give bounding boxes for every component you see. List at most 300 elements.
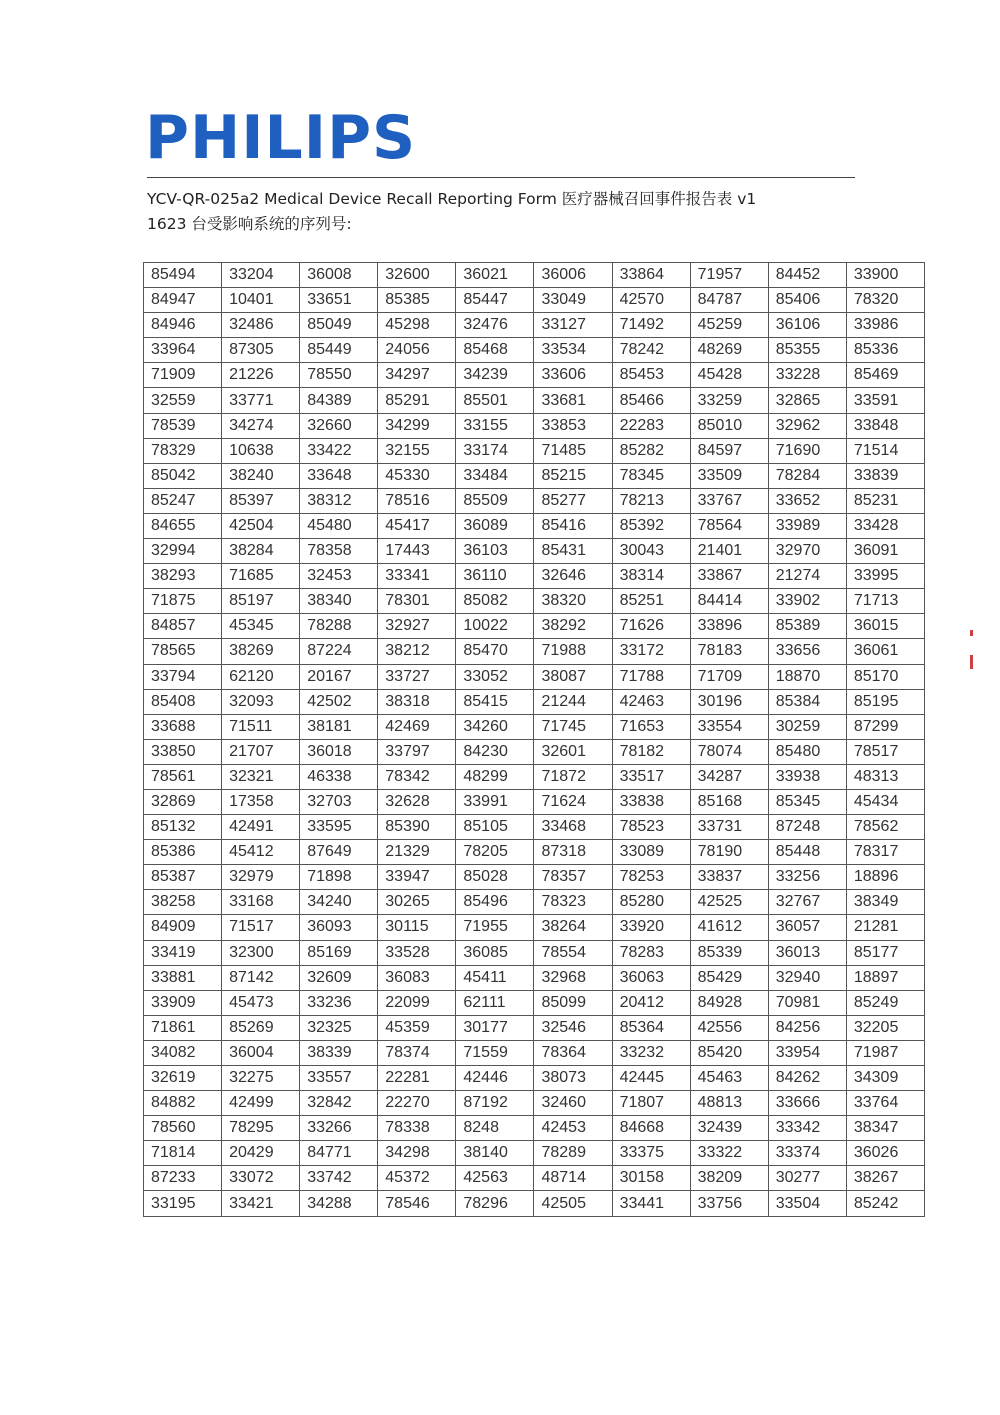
serial-number-cell: 33681 (534, 388, 612, 413)
serial-number-cell: 71511 (222, 714, 300, 739)
serial-number-cell: 78182 (612, 739, 690, 764)
serial-number-cell: 36008 (300, 263, 378, 288)
table-row (144, 564, 925, 589)
serial-number-cell: 38240 (222, 463, 300, 488)
serial-number-cell: 33504 (768, 1191, 846, 1216)
serial-number-cell: 78562 (846, 815, 924, 840)
serial-number-cell: 38312 (300, 488, 378, 513)
serial-number-cell: 85449 (300, 338, 378, 363)
serial-number-cell: 33864 (612, 263, 690, 288)
serial-number-cell: 41612 (690, 915, 768, 940)
serial-number-cell: 33232 (612, 1040, 690, 1065)
serial-number-cell: 85384 (768, 689, 846, 714)
serial-number-cell: 32600 (378, 263, 456, 288)
serial-number-cell: 38073 (534, 1066, 612, 1091)
serial-number-cell: 33848 (846, 413, 924, 438)
serial-number-cell: 36006 (534, 263, 612, 288)
serial-number-cell: 32646 (534, 564, 612, 589)
serial-number-cell: 71872 (534, 764, 612, 789)
serial-number-cell: 42504 (222, 513, 300, 538)
serial-number-cell: 85408 (144, 689, 222, 714)
serial-number-cell: 21274 (768, 564, 846, 589)
serial-number-cell: 33204 (222, 263, 300, 288)
serial-number-cell: 33727 (378, 664, 456, 689)
table-row (144, 513, 925, 538)
serial-number-cell: 85049 (300, 313, 378, 338)
table-row (144, 764, 925, 789)
serial-number-cell: 36083 (378, 965, 456, 990)
serial-number-cell: 71745 (534, 714, 612, 739)
serial-number-cell: 84787 (690, 288, 768, 313)
serial-number-cell: 48299 (456, 764, 534, 789)
serial-number-cell: 33509 (690, 463, 768, 488)
serial-number-cell: 38292 (534, 614, 612, 639)
serial-number-cell: 42502 (300, 689, 378, 714)
serial-number-cell: 33256 (768, 865, 846, 890)
serial-number-cell: 22283 (612, 413, 690, 438)
serial-number-cell: 85385 (378, 288, 456, 313)
serial-number-cell: 78345 (612, 463, 690, 488)
serial-number-cell: 85364 (612, 1015, 690, 1040)
serial-number-cell: 84655 (144, 513, 222, 538)
serial-number-cell: 87142 (222, 965, 300, 990)
serial-number-cell: 71517 (222, 915, 300, 940)
serial-number-cell: 85132 (144, 815, 222, 840)
serial-number-cell: 85397 (222, 488, 300, 513)
serial-number-cell: 85336 (846, 338, 924, 363)
serial-number-cell: 71987 (846, 1040, 924, 1065)
serial-number-cell: 78323 (534, 890, 612, 915)
serial-number-cell: 42463 (612, 689, 690, 714)
serial-number-cell: 78289 (534, 1141, 612, 1166)
serial-number-cell: 33259 (690, 388, 768, 413)
serial-number-cell: 48813 (690, 1091, 768, 1116)
serial-number-cell: 85195 (846, 689, 924, 714)
serial-number-cell: 84256 (768, 1015, 846, 1040)
serial-number-cell: 78364 (534, 1040, 612, 1065)
serial-number-cell: 85251 (612, 589, 690, 614)
serial-number-cell: 32093 (222, 689, 300, 714)
serial-number-cell: 33900 (846, 263, 924, 288)
serial-number-cell: 32453 (300, 564, 378, 589)
serial-number-cell: 34297 (378, 363, 456, 388)
serial-number-cell: 42453 (534, 1116, 612, 1141)
serial-number-cell: 45412 (222, 840, 300, 865)
table-row (144, 539, 925, 564)
serial-number-cell: 46338 (300, 764, 378, 789)
serial-number-cell: 85028 (456, 865, 534, 890)
serial-number-cell: 85215 (534, 463, 612, 488)
serial-number-cell: 32619 (144, 1066, 222, 1091)
serial-number-cell: 10638 (222, 438, 300, 463)
table-row (144, 1116, 925, 1141)
serial-number-cell: 38284 (222, 539, 300, 564)
serial-number-cell: 33554 (690, 714, 768, 739)
serial-number-cell: 30115 (378, 915, 456, 940)
serial-number-cell: 38264 (534, 915, 612, 940)
serial-number-cell: 38269 (222, 639, 300, 664)
serial-number-cell: 32155 (378, 438, 456, 463)
serial-number-cell: 32601 (534, 739, 612, 764)
serial-number-cell: 33049 (534, 288, 612, 313)
serial-number-cell: 45463 (690, 1066, 768, 1091)
serial-number-cell: 33155 (456, 413, 534, 438)
serial-number-cell: 45417 (378, 513, 456, 538)
serial-number-cell: 34239 (456, 363, 534, 388)
serial-number-cell: 85480 (768, 739, 846, 764)
serial-number-cell: 85197 (222, 589, 300, 614)
serial-number-cell: 78357 (534, 865, 612, 890)
serial-number-cell: 78516 (378, 488, 456, 513)
serial-number-cell: 33853 (534, 413, 612, 438)
serial-number-cell: 78074 (690, 739, 768, 764)
serial-number-cell: 33896 (690, 614, 768, 639)
table-row (144, 1091, 925, 1116)
serial-number-cell: 71955 (456, 915, 534, 940)
philips-logo: PHILIPS (145, 103, 417, 173)
serial-number-cell: 34298 (378, 1141, 456, 1166)
serial-number-cell: 78358 (300, 539, 378, 564)
table-row (144, 263, 925, 288)
serial-number-cell: 33902 (768, 589, 846, 614)
serial-number-cell: 85420 (690, 1040, 768, 1065)
table-row (144, 739, 925, 764)
table-row (144, 1141, 925, 1166)
serial-number-cell: 71690 (768, 438, 846, 463)
serial-number-cell: 33651 (300, 288, 378, 313)
serial-number-cell: 34288 (300, 1191, 378, 1216)
serial-number-cell: 62111 (456, 990, 534, 1015)
serial-number-cell: 21226 (222, 363, 300, 388)
serial-number-cell: 32325 (300, 1015, 378, 1040)
serial-number-cell: 17443 (378, 539, 456, 564)
serial-number-cell: 42525 (690, 890, 768, 915)
serial-number-cell: 85468 (456, 338, 534, 363)
serial-number-cell: 38209 (690, 1166, 768, 1191)
serial-number-cell: 38267 (846, 1166, 924, 1191)
table-row (144, 388, 925, 413)
serial-number-cell: 85010 (690, 413, 768, 438)
serial-number-cell: 71807 (612, 1091, 690, 1116)
serial-number-cell: 85415 (456, 689, 534, 714)
serial-number-cell: 33468 (534, 815, 612, 840)
serial-number-cell: 71685 (222, 564, 300, 589)
serial-number-cell: 33595 (300, 815, 378, 840)
serial-number-cell: 85501 (456, 388, 534, 413)
serial-number-cell: 33441 (612, 1191, 690, 1216)
serial-number-cell: 36015 (846, 614, 924, 639)
serial-number-cell: 33322 (690, 1141, 768, 1166)
serial-number-cell: 85509 (456, 488, 534, 513)
table-row (144, 463, 925, 488)
serial-number-cell: 33756 (690, 1191, 768, 1216)
serial-number-cell: 36063 (612, 965, 690, 990)
serial-number-cell: 36106 (768, 313, 846, 338)
table-row (144, 815, 925, 840)
serial-number-cell: 33995 (846, 564, 924, 589)
serial-number-cell: 78338 (378, 1116, 456, 1141)
serial-number-cell: 85169 (300, 940, 378, 965)
table-row (144, 313, 925, 338)
serial-number-cell: 85496 (456, 890, 534, 915)
serial-number-cell: 71875 (144, 589, 222, 614)
serial-number-cell: 85416 (534, 513, 612, 538)
serial-number-cell: 33837 (690, 865, 768, 890)
serial-number-cell: 42556 (690, 1015, 768, 1040)
serial-number-cell: 30259 (768, 714, 846, 739)
serial-number-cell: 32205 (846, 1015, 924, 1040)
serial-number-cell: 85269 (222, 1015, 300, 1040)
serial-number-cell: 30265 (378, 890, 456, 915)
serial-number-cell: 33986 (846, 313, 924, 338)
serial-number-cell: 33606 (534, 363, 612, 388)
serial-number-cell: 22099 (378, 990, 456, 1015)
serial-number-cell: 71957 (690, 263, 768, 288)
serial-number-cell: 33666 (768, 1091, 846, 1116)
serial-number-cell: 84452 (768, 263, 846, 288)
serial-number-cell: 45298 (378, 313, 456, 338)
serial-number-cell: 78546 (378, 1191, 456, 1216)
serial-number-cell: 32703 (300, 789, 378, 814)
serial-number-cell: 33168 (222, 890, 300, 915)
serial-number-cell: 33767 (690, 488, 768, 513)
serial-number-cell: 18896 (846, 865, 924, 890)
table-row (144, 1191, 925, 1216)
serial-number-cell: 48714 (534, 1166, 612, 1191)
table-row (144, 639, 925, 664)
serial-number-cell: 33920 (612, 915, 690, 940)
serial-number-cell: 30043 (612, 539, 690, 564)
serial-number-cell: 87299 (846, 714, 924, 739)
serial-number-cell: 42563 (456, 1166, 534, 1191)
serial-number-cell: 33428 (846, 513, 924, 538)
serial-number-cell: 33528 (378, 940, 456, 965)
serial-number-cell: 71514 (846, 438, 924, 463)
serial-number-cell: 87248 (768, 815, 846, 840)
serial-number-cell: 21329 (378, 840, 456, 865)
serial-number-cell: 87224 (300, 639, 378, 664)
serial-number-cell: 24056 (378, 338, 456, 363)
serial-number-table (143, 262, 925, 1217)
serial-number-cell: 33731 (690, 815, 768, 840)
serial-number-cell: 33881 (144, 965, 222, 990)
serial-number-cell: 85469 (846, 363, 924, 388)
serial-number-cell: 33195 (144, 1191, 222, 1216)
serial-number-cell: 36085 (456, 940, 534, 965)
table-row (144, 990, 925, 1015)
serial-number-cell: 32546 (534, 1015, 612, 1040)
serial-number-cell: 36057 (768, 915, 846, 940)
serial-number-cell: 32869 (144, 789, 222, 814)
serial-number-cell: 38340 (300, 589, 378, 614)
serial-number-cell: 45434 (846, 789, 924, 814)
serial-number-cell: 32275 (222, 1066, 300, 1091)
serial-number-cell: 33991 (456, 789, 534, 814)
serial-number-cell: 71988 (534, 639, 612, 664)
serial-number-cell: 34299 (378, 413, 456, 438)
serial-number-cell: 22281 (378, 1066, 456, 1091)
table-row (144, 488, 925, 513)
serial-number-cell: 85447 (456, 288, 534, 313)
serial-number-cell: 38212 (378, 639, 456, 664)
serial-number-cell: 30277 (768, 1166, 846, 1191)
serial-number-cell: 33422 (300, 438, 378, 463)
serial-number-cell: 33341 (378, 564, 456, 589)
serial-number-cell: 32660 (300, 413, 378, 438)
table-row (144, 438, 925, 463)
serial-number-cell: 33534 (534, 338, 612, 363)
serial-number-cell: 85170 (846, 664, 924, 689)
serial-number-cell: 78550 (300, 363, 378, 388)
table-row (144, 1040, 925, 1065)
serial-number-cell: 36061 (846, 639, 924, 664)
serial-number-cell: 84947 (144, 288, 222, 313)
serial-number-cell: 32842 (300, 1091, 378, 1116)
serial-number-cell: 33938 (768, 764, 846, 789)
serial-number-cell: 71788 (612, 664, 690, 689)
serial-number-cell: 85105 (456, 815, 534, 840)
serial-number-cell: 85042 (144, 463, 222, 488)
serial-number-cell: 45259 (690, 313, 768, 338)
serial-number-cell: 33228 (768, 363, 846, 388)
table-row (144, 890, 925, 915)
serial-number-cell: 38347 (846, 1116, 924, 1141)
serial-number-cell: 84882 (144, 1091, 222, 1116)
serial-number-cell: 38140 (456, 1141, 534, 1166)
serial-number-cell: 85386 (144, 840, 222, 865)
serial-number-cell: 78561 (144, 764, 222, 789)
table-row (144, 589, 925, 614)
serial-number-cell: 33072 (222, 1166, 300, 1191)
table-row (144, 689, 925, 714)
serial-number-cell: 78295 (222, 1116, 300, 1141)
serial-number-cell: 33517 (612, 764, 690, 789)
serial-number-cell: 33375 (612, 1141, 690, 1166)
serial-number-cell: 34082 (144, 1040, 222, 1065)
serial-number-cell: 30158 (612, 1166, 690, 1191)
serial-number-cell: 32460 (534, 1091, 612, 1116)
serial-number-cell: 21401 (690, 539, 768, 564)
serial-number-cell: 33089 (612, 840, 690, 865)
serial-number-cell: 78213 (612, 488, 690, 513)
serial-number-cell: 85249 (846, 990, 924, 1015)
table-row (144, 288, 925, 313)
table-row (144, 940, 925, 965)
serial-number-cell: 42505 (534, 1191, 612, 1216)
table-row (144, 363, 925, 388)
serial-number-cell: 33421 (222, 1191, 300, 1216)
serial-number-cell: 33771 (222, 388, 300, 413)
serial-number-cell: 34260 (456, 714, 534, 739)
serial-number-cell: 32439 (690, 1116, 768, 1141)
serial-number-cell: 78560 (144, 1116, 222, 1141)
serial-number-cell: 21281 (846, 915, 924, 940)
serial-number-cell: 84389 (300, 388, 378, 413)
table-row (144, 865, 925, 890)
serial-number-cell: 71814 (144, 1141, 222, 1166)
serial-number-cell: 85431 (534, 539, 612, 564)
serial-number-cell: 38258 (144, 890, 222, 915)
serial-number-cell: 32476 (456, 313, 534, 338)
serial-number-cell: 36110 (456, 564, 534, 589)
serial-number-cell: 48269 (690, 338, 768, 363)
serial-number-cell: 33989 (768, 513, 846, 538)
serial-number-cell: 38349 (846, 890, 924, 915)
serial-number-cell: 85389 (768, 614, 846, 639)
serial-number-cell: 30177 (456, 1015, 534, 1040)
serial-number-cell: 71898 (300, 865, 378, 890)
serial-number-cell: 38320 (534, 589, 612, 614)
serial-number-cell: 85429 (690, 965, 768, 990)
serial-number-cell: 84771 (300, 1141, 378, 1166)
table-row (144, 338, 925, 363)
table-row (144, 915, 925, 940)
serial-number-cell: 45480 (300, 513, 378, 538)
serial-number-cell: 87318 (534, 840, 612, 865)
serial-number-cell: 32940 (768, 965, 846, 990)
serial-number-cell: 36018 (300, 739, 378, 764)
serial-number-cell: 45428 (690, 363, 768, 388)
serial-number-cell: 78523 (612, 815, 690, 840)
serial-number-cell: 34309 (846, 1066, 924, 1091)
serial-number-cell: 32865 (768, 388, 846, 413)
serial-number-cell: 78296 (456, 1191, 534, 1216)
serial-number-cell: 78183 (690, 639, 768, 664)
serial-number-cell: 33797 (378, 739, 456, 764)
serial-number-cell: 87233 (144, 1166, 222, 1191)
serial-number-cell: 34274 (222, 413, 300, 438)
serial-number-cell: 78317 (846, 840, 924, 865)
serial-number-cell: 78301 (378, 589, 456, 614)
serial-number-cell: 42446 (456, 1066, 534, 1091)
serial-number-cell: 85494 (144, 263, 222, 288)
serial-number-cell: 85470 (456, 639, 534, 664)
serial-number-cell: 85339 (690, 940, 768, 965)
table-row (144, 714, 925, 739)
serial-number-cell: 38087 (534, 664, 612, 689)
serial-number-cell: 85355 (768, 338, 846, 363)
serial-number-cell: 85082 (456, 589, 534, 614)
serial-number-cell: 33964 (144, 338, 222, 363)
serial-number-cell: 33954 (768, 1040, 846, 1065)
serial-number-cell: 38293 (144, 564, 222, 589)
serial-number-cell: 45473 (222, 990, 300, 1015)
table-row (144, 965, 925, 990)
serial-number-cell: 10401 (222, 288, 300, 313)
serial-number-cell: 32994 (144, 539, 222, 564)
serial-number-cell: 32968 (534, 965, 612, 990)
serial-number-cell: 33374 (768, 1141, 846, 1166)
serial-number-cell: 71909 (144, 363, 222, 388)
serial-number-cell: 36103 (456, 539, 534, 564)
serial-number-cell: 70981 (768, 990, 846, 1015)
serial-number-cell: 84909 (144, 915, 222, 940)
serial-number-cell: 33850 (144, 739, 222, 764)
serial-number-cell: 8248 (456, 1116, 534, 1141)
serial-number-cell: 48313 (846, 764, 924, 789)
serial-number-cell: 21707 (222, 739, 300, 764)
serial-number-cell: 85448 (768, 840, 846, 865)
table-row (144, 413, 925, 438)
serial-number-cell: 85392 (612, 513, 690, 538)
serial-number-cell: 42570 (612, 288, 690, 313)
serial-number-cell: 33839 (846, 463, 924, 488)
serial-number-cell: 85291 (378, 388, 456, 413)
serial-number-cell: 85453 (612, 363, 690, 388)
serial-number-cell: 33838 (612, 789, 690, 814)
serial-number-cell: 84262 (768, 1066, 846, 1091)
serial-number-cell: 85247 (144, 488, 222, 513)
